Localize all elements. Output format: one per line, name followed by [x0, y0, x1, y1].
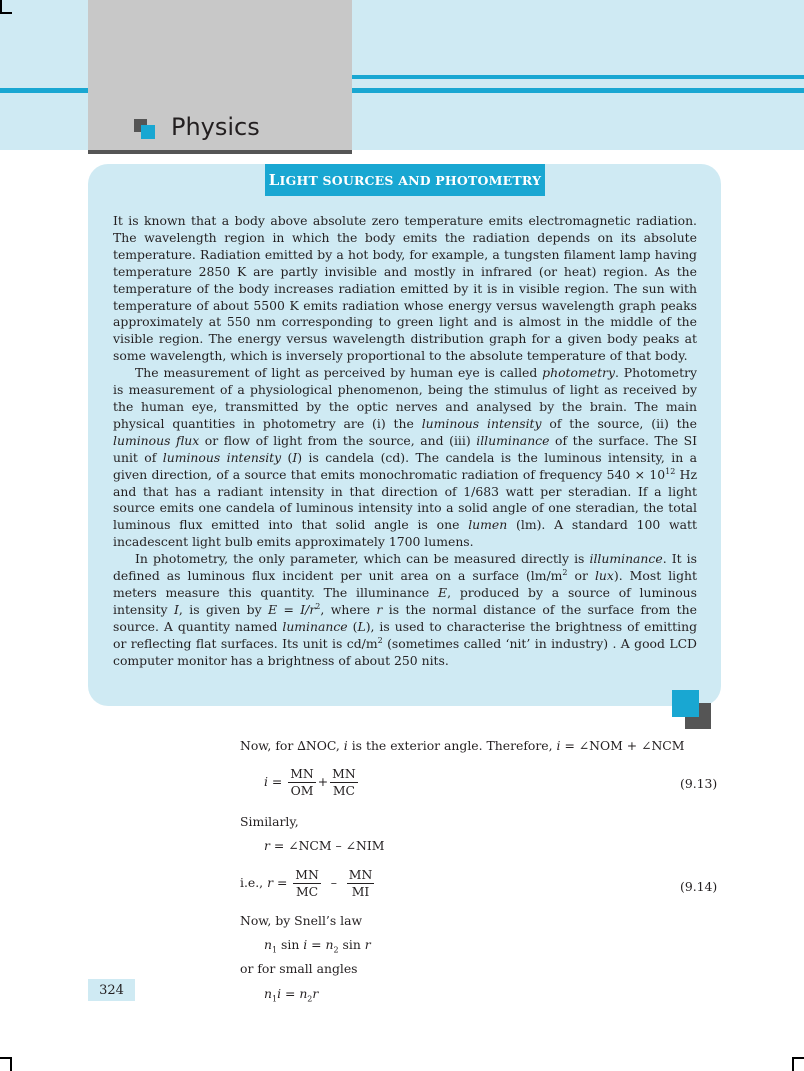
- r-angle-equation: r = ∠NCM – ∠NIM: [264, 838, 385, 853]
- small-angle-equation: $n_1i = n_2r$: [264, 986, 319, 1004]
- info-box-title-rest: IGHT SOURCES AND PHOTOMETRY: [279, 172, 542, 188]
- crop-mark-bottom-right-v: [792, 1057, 794, 1071]
- info-box-title-initial: L: [268, 171, 280, 189]
- chapter-title: Physics: [171, 113, 260, 141]
- paragraph-3: In photometry, the only parameter, which can be measured directly is illuminance. It is defined as luminous flux incident per unit area on a surface ($lm/m^2$ or lux). Most light meters measure this quantity. The illuminance E, produced by a source of luminous intensity I, is given by $E = I/r^2$, where r is the normal distance of the surface from the source. A quantity named luminance (L), is used to characterise the brightness of emitting or reflecting flat surfaces. Its unit is $cd/m^2$ (sometimes called ‘nit’ in industry) . A good LCD computer monitor has a brightness of about 250 nits.: [113, 551, 698, 668]
- equation-9-14: i.e., r = $\frac{MN}{MC}$ – $\frac{MN}{MI}$: [240, 867, 373, 899]
- equation-number-9-13: (9.13): [680, 776, 718, 791]
- exterior-angle-line: Now, for ∆NOC, i is the exterior angle. Therefore, i = ∠NOM + ∠NCM: [240, 738, 685, 753]
- snell-law-text: Now, by Snell’s law: [240, 913, 363, 928]
- info-box-title: [265, 164, 545, 196]
- info-box-text: [113, 213, 697, 669]
- crop-mark-bottom-left-v: [10, 1057, 12, 1071]
- paragraph-1: It is known that a body above absolute zero temperature emits electromagnetic radiation. The wavelength region in which the body emits the radiation depends on its absolute temperature. Radiation emitted by a hot body, for example, a tungsten filament lamp having temperature 2850 K are partly invisible and mostly in infrared (or heat) region. As the temperature of the body increases radiation emitted by it is in visible region. The sun with temperature of about 5500 K emits radiation whose energy versus wavelength graph peaks approximately at 550 nm corresponding to green light and is almost in the middle of the visible region. The energy versus wavelength distribution graph for a given body peaks at some wavelength, which is inversely proportional to the absolute temperature of that body.: [113, 213, 697, 364]
- header-rule-thin: [352, 75, 804, 79]
- similarly-text: Similarly,: [240, 814, 299, 829]
- box-corner-square-blue-icon: [672, 690, 699, 717]
- crop-mark-top-left-h: [0, 12, 12, 14]
- page-number: 324: [88, 979, 135, 1001]
- snell-law-equation: $n_1$ $\sin i = n_2$ sin r: [264, 937, 371, 955]
- equation-9-13: i = $\frac{MN}{OM}$ + $\frac{MN}{MC}$: [264, 766, 356, 798]
- paragraph-2: The measurement of light as perceived by human eye is called photometry. Photometry is measurement of a physiological phenomenon, being the stimulus of light as received by the human eye, transmitted by the optic nerves and analysed by the brain. The main physical quantities in photometry are (i) the luminous intensity of the source, (ii) the luminous flux or flow of light from the source, and (iii) illuminance of the surface. The SI unit of luminous intensity (I) is candela (cd). The candela is the luminous intensity, in a given direction, of a source that emits monochromatic radiation of frequency $540 \times 10^{12}$ Hz and that has a radiant intensity in that direction of 1/683 watt per steradian. If a light source emits one candela of luminous intensity into a solid angle of one steradian, the total luminous flux emitted into that solid angle is one lumen (lm). A standard 100 watt incadescent light bulb emits approximately 1700 lumens.: [113, 365, 698, 550]
- equation-number-9-14: (9.14): [680, 879, 718, 894]
- header-square-blue-icon: [141, 125, 155, 139]
- header-underline: [88, 150, 352, 154]
- small-angles-text: or for small angles: [240, 961, 358, 976]
